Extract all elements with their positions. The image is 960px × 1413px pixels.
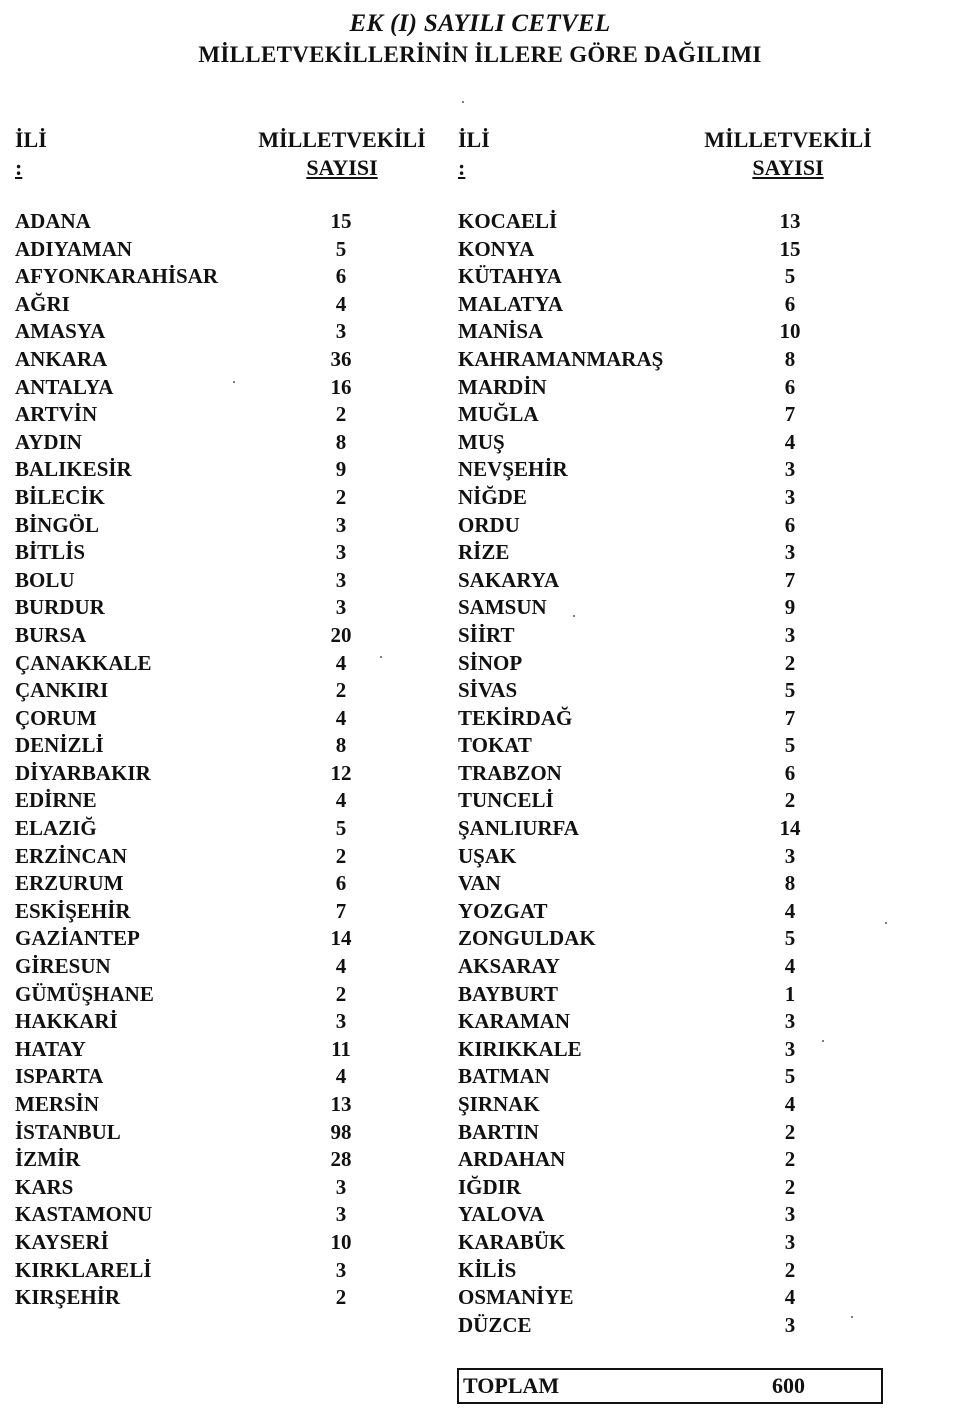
deputy-count: 98 [330,1119,352,1144]
table-row [458,1036,918,1064]
table-row [458,1063,918,1091]
province-name: MUŞ [458,429,505,454]
deputy-count: 3 [335,512,347,537]
table-row [15,622,435,650]
table-row [15,787,435,815]
table-row [15,925,435,953]
deputy-count: 4 [784,1092,796,1116]
deputy-count: 2 [784,1119,796,1144]
deputy-count: 8 [784,346,796,371]
table-row [458,677,918,705]
table-row [458,732,918,760]
province-name: ERZURUM [15,871,124,896]
deputy-count: 4 [335,788,347,813]
deputy-count: 2 [335,678,347,703]
table-row [458,512,918,540]
deputy-count: 3 [784,540,796,565]
table-row [458,925,918,953]
table-row [458,318,918,346]
deputy-count: 7 [784,567,796,592]
table-row [458,815,918,843]
province-name: ÇANKIRI [15,678,109,703]
deputy-count: 4 [784,898,796,923]
table-row [15,594,435,622]
province-name: ÇANAKKALE [15,650,152,675]
table-row [458,787,918,815]
province-name: MALATYA [458,291,564,316]
deputy-count: 3 [335,1257,347,1282]
province-name: KONYA [458,236,535,261]
table-row [458,1284,918,1312]
table-row [458,401,918,429]
province-name: DENİZLİ [15,733,104,758]
deputy-count: 6 [784,512,796,537]
province-name: NİĞDE [458,484,527,509]
table-row [15,512,435,540]
table-row [15,953,435,981]
province-name: KARS [15,1174,74,1199]
deputy-count: 6 [335,871,347,896]
deputy-count: 11 [331,1036,351,1061]
table-row [15,346,435,374]
province-name: BURDUR [15,595,105,620]
deputy-count: 4 [784,429,796,454]
table-row [15,1229,435,1257]
table-row [15,650,435,678]
deputy-count: 5 [784,264,796,289]
table-row [458,1091,918,1119]
table-row [458,622,918,650]
table-row [15,732,435,760]
province-name: YOZGAT [458,898,548,923]
deputy-count: 8 [335,429,347,454]
deputy-count: 3 [784,457,796,482]
table-row [15,291,435,319]
deputy-count: 5 [784,733,796,758]
deputy-count: 2 [784,788,796,813]
left-province-sub: : [15,155,23,180]
deputy-count: 3 [335,319,347,344]
right-count-sub: SAYISI [752,155,824,180]
deputy-count: 4 [335,650,347,675]
table-row [15,484,435,512]
deputy-count: 12 [330,760,352,785]
table-row [458,898,918,926]
table-row [15,677,435,705]
province-name: SAKARYA [458,567,560,592]
province-name: ZONGULDAK [458,926,596,951]
table-row [458,484,918,512]
province-name: BALIKESİR [15,457,132,482]
deputy-count: 13 [779,209,801,233]
province-name: SİNOP [458,650,523,675]
deputy-count: 5 [335,236,347,261]
deputy-count: 2 [784,1257,796,1282]
table-row [15,1284,435,1312]
province-name: GÜMÜŞHANE [15,981,154,1006]
table-row [458,346,918,374]
province-name: KIRIKKALE [458,1036,582,1061]
deputy-count: 3 [784,1036,796,1061]
deputy-count: 5 [784,926,796,951]
province-name: IĞDIR [458,1174,522,1199]
table-row [458,953,918,981]
deputy-count: 10 [330,1229,352,1254]
table-row [15,981,435,1009]
province-name: HATAY [15,1036,86,1061]
province-name: SAMSUN [458,595,547,620]
province-name: MUĞLA [458,402,539,427]
table-row [458,263,918,291]
table-row [458,981,918,1009]
deputy-count: 3 [784,484,796,509]
province-name: DİYARBAKIR [15,760,151,785]
deputy-count: 4 [784,954,796,979]
deputy-count: 7 [784,705,796,730]
deputy-count: 4 [335,291,347,316]
table-row [458,429,918,457]
deputy-count: 4 [335,954,347,979]
table-row [15,1091,435,1119]
province-name: ADANA [15,209,91,233]
right-count-header [704,126,872,182]
province-name: ÇORUM [15,705,97,730]
deputy-count: 3 [784,843,796,868]
table-row [458,456,918,484]
province-name: SİVAS [458,678,518,703]
table-row [15,236,435,264]
deputy-count: 20 [330,622,352,647]
province-name: ARDAHAN [458,1147,566,1172]
deputy-count: 15 [779,236,801,261]
right-province-label: İLİ [458,127,490,152]
right-province-sub: : [458,155,466,180]
table-row [458,1008,918,1036]
table-row [15,374,435,402]
deputy-count: 6 [335,264,347,289]
province-name: KOCAELİ [458,209,558,233]
right-count-label: MİLLETVEKİLİ [704,127,872,152]
scan-speck [573,615,575,617]
deputy-count: 4 [784,1285,796,1310]
deputy-count: 6 [784,374,796,399]
left-count-label: MİLLETVEKİLİ [258,127,426,152]
deputy-count: 7 [784,402,796,427]
province-name: ARTVİN [15,402,98,427]
table-row [15,843,435,871]
table-row [458,843,918,871]
left-province-header [15,126,47,182]
table-row [458,208,918,236]
total-value: 600 [772,1373,805,1398]
province-name: HAKKARİ [15,1009,118,1034]
province-name: ŞANLIURFA [458,816,579,841]
table-row [15,263,435,291]
table-row [15,705,435,733]
province-name: AYDIN [15,429,82,454]
document-title: EK (I) SAYILI CETVEL [349,10,611,37]
province-name: İZMİR [15,1147,81,1172]
left-province-list [15,208,435,1312]
province-name: VAN [458,871,501,896]
total-box [457,1368,883,1404]
table-row [15,870,435,898]
deputy-count: 3 [784,622,796,647]
province-name: DÜZCE [458,1312,532,1337]
table-row [458,1312,918,1340]
table-row [15,429,435,457]
province-name: MANİSA [458,319,544,344]
table-row [15,1036,435,1064]
province-name: GİRESUN [15,954,111,979]
left-count-header [258,126,426,182]
table-row [15,539,435,567]
province-name: AMASYA [15,319,106,344]
deputy-count: 14 [779,816,801,841]
province-name: TUNCELİ [458,788,554,813]
province-name: KAHRAMANMARAŞ [458,346,664,371]
deputy-count: 7 [335,898,347,923]
deputy-count: 2 [784,1147,796,1172]
province-name: SİİRT [458,622,515,647]
scan-speck [885,922,887,924]
province-name: AKSARAY [458,954,560,979]
deputy-count: 8 [784,871,796,896]
table-row [15,401,435,429]
scan-speck [822,1040,824,1042]
table-row [458,291,918,319]
province-name: ESKİŞEHİR [15,898,131,923]
province-name: KIRŞEHİR [15,1285,121,1310]
deputy-count: 5 [784,1064,796,1089]
province-name: ADIYAMAN [15,236,133,261]
deputy-count: 8 [335,733,347,758]
deputy-count: 3 [335,1174,347,1199]
table-row [458,374,918,402]
province-name: AĞRI [15,291,70,316]
scan-speck [380,656,382,658]
deputy-count: 15 [330,209,352,233]
province-name: İSTANBUL [15,1119,121,1144]
deputy-count: 6 [784,291,796,316]
province-name: RİZE [458,540,510,565]
document-subtitle: MİLLETVEKİLLERİNİN İLLERE GÖRE DAĞILIMI [198,42,762,67]
deputy-count: 5 [784,678,796,703]
deputy-count: 2 [335,981,347,1006]
province-name: AFYONKARAHİSAR [15,264,219,289]
province-name: GAZİANTEP [15,926,140,951]
table-row [15,1008,435,1036]
province-name: ANKARA [15,346,108,371]
table-row [15,567,435,595]
table-row [15,1146,435,1174]
province-name: BOLU [15,567,75,592]
province-name: BAYBURT [458,981,559,1006]
deputy-count: 2 [784,1174,796,1199]
table-row [458,1229,918,1257]
table-row [458,760,918,788]
deputy-count: 3 [784,1229,796,1254]
province-name: TOKAT [458,733,532,758]
deputy-count: 9 [784,595,796,620]
deputy-count: 2 [784,650,796,675]
province-name: OSMANİYE [458,1285,574,1310]
deputy-count: 14 [330,926,352,951]
deputy-count: 4 [335,705,347,730]
table-row [458,1257,918,1285]
deputy-count: 2 [335,484,347,509]
table-row [15,208,435,236]
table-row [458,236,918,264]
province-name: KAYSERİ [15,1229,109,1254]
province-name: KARAMAN [458,1009,570,1034]
deputy-count: 3 [335,540,347,565]
scan-speck [462,101,464,103]
deputy-count: 1 [784,981,796,1006]
table-row [15,1257,435,1285]
province-name: KIRKLARELİ [15,1257,152,1282]
deputy-count: 3 [335,595,347,620]
province-name: EDİRNE [15,788,97,813]
deputy-count: 3 [784,1202,796,1227]
right-province-header [458,126,490,182]
deputy-count: 36 [330,346,352,371]
province-name: TEKİRDAĞ [458,705,573,730]
deputy-count: 2 [335,402,347,427]
table-row [15,318,435,346]
province-name: BARTIN [458,1119,539,1144]
table-row [458,870,918,898]
province-name: TRABZON [458,760,562,785]
province-name: ANTALYA [15,374,114,399]
province-name: MERSİN [15,1092,100,1116]
table-row [458,1201,918,1229]
table-row [458,567,918,595]
province-name: BURSA [15,622,87,647]
deputy-count: 9 [335,457,347,482]
deputy-count: 4 [335,1064,347,1089]
table-row [15,1174,435,1202]
table-row [458,650,918,678]
table-row [458,1174,918,1202]
scan-speck [233,381,235,383]
table-row [458,539,918,567]
province-name: ERZİNCAN [15,843,128,868]
province-name: ELAZIĞ [15,816,97,841]
province-name: BİLECİK [15,484,105,509]
scan-speck [851,1316,853,1318]
province-name: KÜTAHYA [458,264,562,289]
province-name: BİNGÖL [15,512,100,537]
province-name: ORDU [458,512,520,537]
province-name: BATMAN [458,1064,550,1089]
province-name: KASTAMONU [15,1202,153,1227]
deputy-count: 16 [330,374,352,399]
deputy-count: 3 [335,567,347,592]
deputy-count: 10 [779,319,801,344]
deputy-count: 3 [784,1009,796,1034]
province-name: BİTLİS [15,540,86,565]
deputy-count: 3 [335,1009,347,1034]
deputy-count: 2 [335,1285,347,1310]
province-name: YALOVA [458,1202,545,1227]
deputy-count: 3 [784,1312,796,1337]
table-row [458,705,918,733]
table-row [15,815,435,843]
left-province-label: İLİ [15,127,47,152]
province-name: ISPARTA [15,1064,104,1089]
table-row [15,760,435,788]
province-name: NEVŞEHİR [458,457,568,482]
table-row [15,1063,435,1091]
deputy-count: 13 [330,1092,352,1116]
table-row [15,1119,435,1147]
right-province-list [458,208,918,1339]
deputy-count: 28 [330,1147,352,1172]
province-name: ŞIRNAK [458,1092,540,1116]
province-name: MARDİN [458,374,547,399]
table-row [458,1119,918,1147]
left-count-sub: SAYISI [306,155,378,180]
table-row [458,594,918,622]
deputy-count: 5 [335,816,347,841]
table-row [15,456,435,484]
table-row [15,1201,435,1229]
table-row [15,898,435,926]
deputy-count: 2 [335,843,347,868]
deputy-count: 6 [784,760,796,785]
total-label: TOPLAM [463,1373,560,1398]
province-name: UŞAK [458,843,517,868]
table-row [458,1146,918,1174]
province-name: KİLİS [458,1257,517,1282]
deputy-count: 3 [335,1202,347,1227]
province-name: KARABÜK [458,1229,566,1254]
